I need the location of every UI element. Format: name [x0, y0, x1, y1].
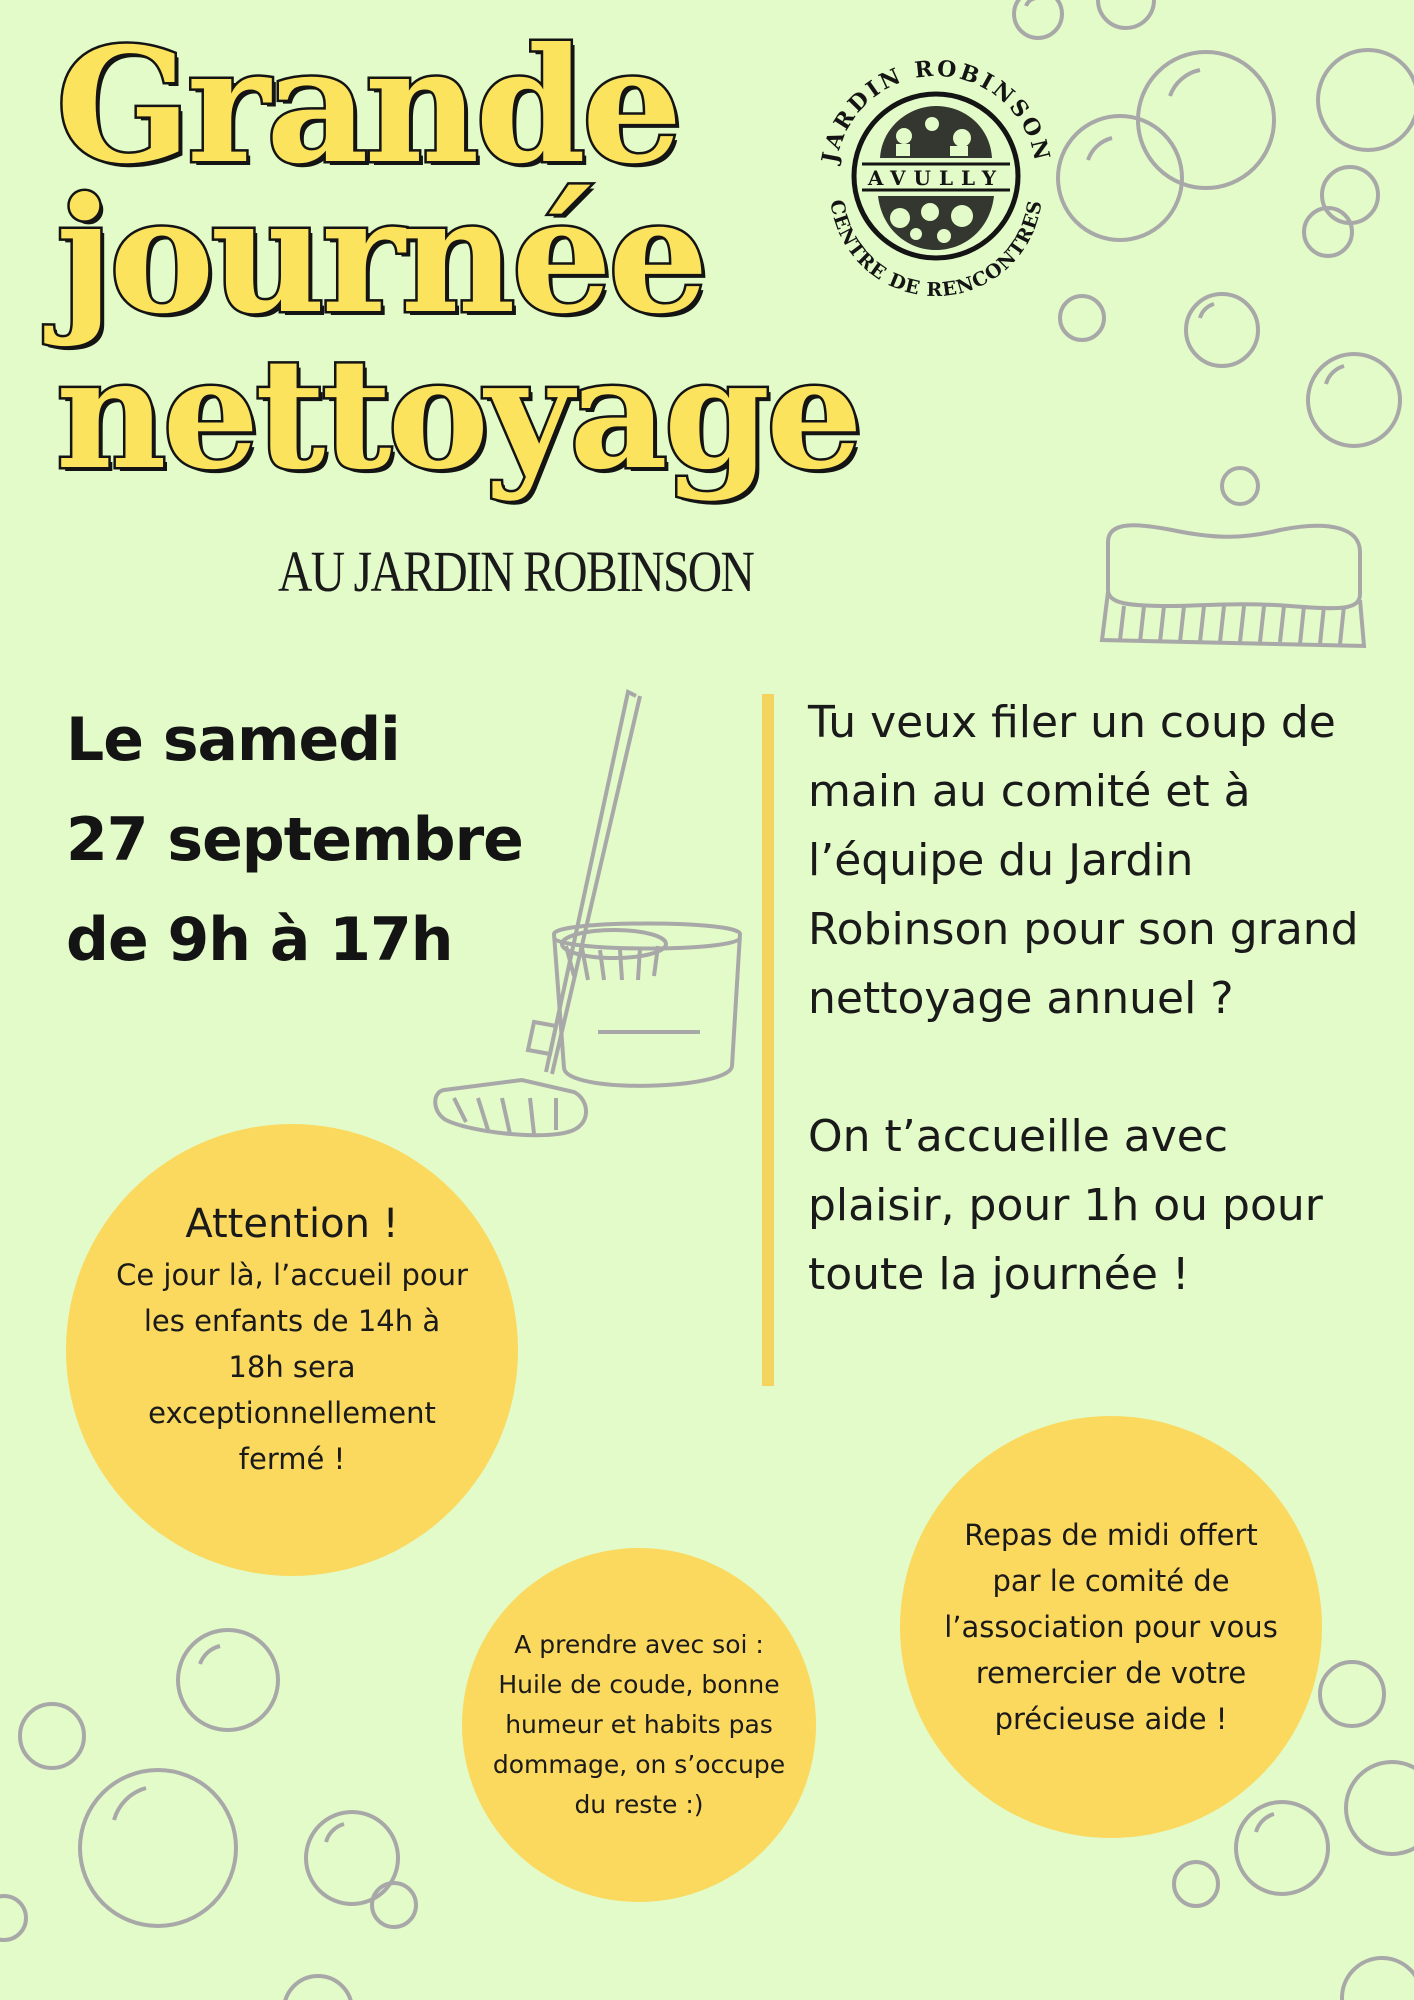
bubble-icon [1322, 167, 1378, 223]
bubble-icon [284, 1976, 352, 2000]
attention-title: Attention ! [185, 1201, 399, 1247]
bring-body: A prendre avec soi : Huile de coude, bonne humeur et habits pas dommage, on s’occupe du reste :) [492, 1630, 786, 1819]
event-date [66, 690, 523, 990]
bubble-icon [0, 1896, 26, 1940]
lunch-body: Repas de midi offert par le comité de l’association pour vous remercier de votre précieuse aide ! [944, 1518, 1278, 1736]
intro-paragraph-1: Tu veux filer un coup de main au comité et à l’équipe du Jardin Robinson pour son grand nettoyage annuel ? [808, 697, 1359, 1024]
bubble-icon [20, 1704, 84, 1768]
intro-text [808, 688, 1388, 1309]
attention-circle [66, 1124, 518, 1576]
logo-middle-text: AVULLY [867, 166, 1005, 190]
bubble-icon [1058, 116, 1182, 240]
subtitle: AU JARDIN ROBINSON [278, 539, 754, 604]
title-line-3: nettoyage [56, 324, 859, 503]
bubble-icon [1098, 0, 1154, 28]
date-line-1: Le samedi [66, 705, 400, 775]
bring-circle [462, 1548, 816, 1902]
bubble-icon [1342, 1958, 1414, 2000]
bubble-icon [1174, 1862, 1218, 1906]
bubble-icon [1346, 1762, 1414, 1854]
logo-bottom-text: CENTRE DE RENCONTRES [825, 198, 1047, 302]
bubble-icon [306, 1812, 398, 1904]
scrub-brush-icon [1102, 525, 1364, 646]
bubble-icon [372, 1883, 416, 1927]
bubble-icon [1236, 1802, 1328, 1894]
bubble-icon [1138, 52, 1274, 188]
bubble-icon [1318, 50, 1414, 150]
title-line-2: journée [56, 164, 705, 349]
date-line-2: 27 septembre [66, 805, 523, 875]
bubble-icon [80, 1770, 236, 1926]
bubble-icon [1014, 0, 1062, 38]
bubble-icon [1320, 1662, 1384, 1726]
bubble-icon [1222, 468, 1258, 504]
lunch-circle [900, 1416, 1322, 1838]
bubble-icon [178, 1630, 278, 1730]
intro-paragraph-2: On t’accueille avec plaisir, pour 1h ou pour toute la journée ! [808, 1111, 1323, 1300]
attention-body: Ce jour là, l’accueil pour les enfants de 14h à 18h sera exceptionnellement fermé ! [116, 1258, 468, 1476]
bubble-icon [1186, 294, 1258, 366]
divider-bar [762, 694, 774, 1386]
date-line-3: de 9h à 17h [66, 905, 453, 975]
title-line-1: Grande [56, 14, 679, 199]
logo-seal [800, 40, 1072, 312]
bubble-icon [1308, 354, 1400, 446]
logo-top-text: JARDIN ROBINSON [816, 55, 1056, 166]
